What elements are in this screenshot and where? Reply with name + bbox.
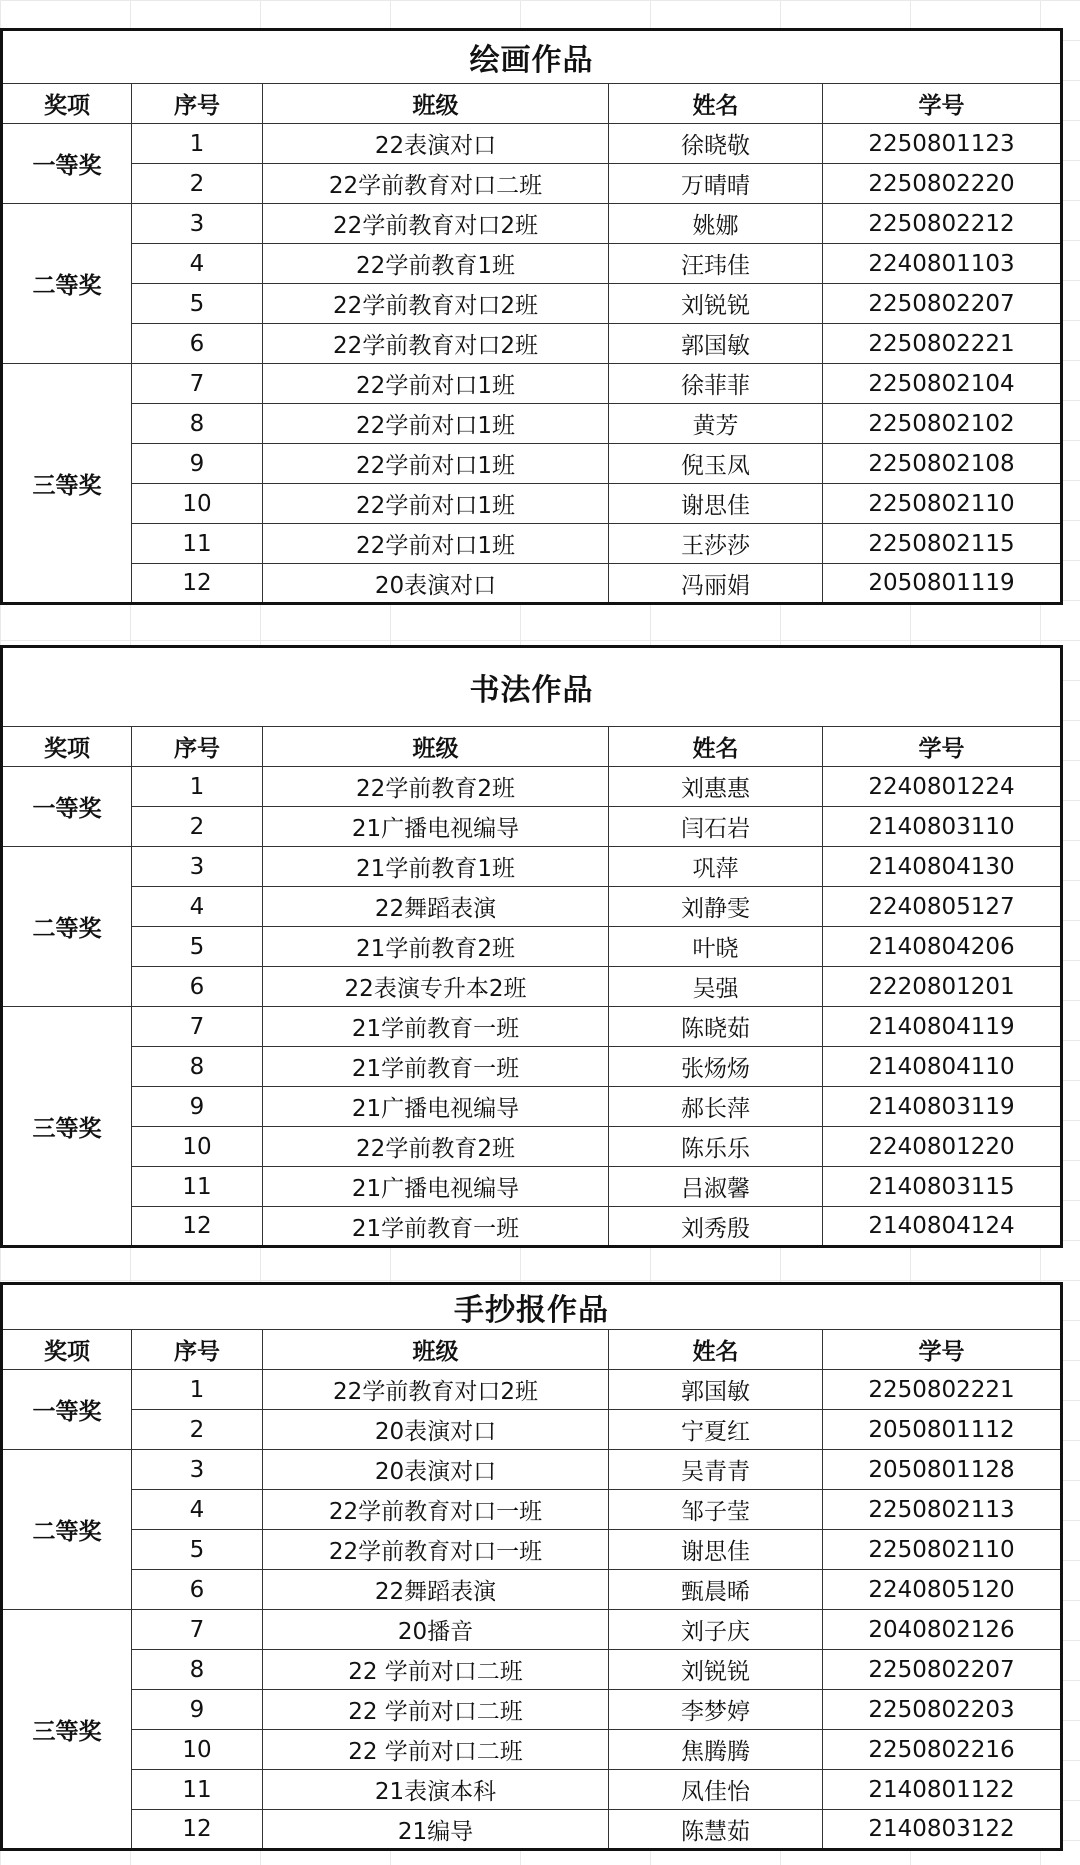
row-id: 2250801123 [823,124,1062,164]
row-no: 3 [132,847,263,887]
award-level-cell: 三等奖 [2,1610,132,1850]
table-row [2,1610,1062,1650]
row-id: 2250802104 [823,364,1062,404]
table-row [2,1370,1062,1410]
row-no: 1 [132,767,263,807]
table-row [2,324,1062,364]
row-id: 2220801201 [823,967,1062,1007]
row-name: 黄芳 [609,404,823,444]
row-no: 9 [132,1690,263,1730]
row-id: 2250802221 [823,324,1062,364]
header-id: 学号 [823,727,1062,767]
award-table-painting [0,28,1063,605]
header-no: 序号 [132,1330,263,1370]
row-class: 22 学前对口二班 [263,1690,609,1730]
row-id: 2240801224 [823,767,1062,807]
table-row [2,1530,1062,1570]
row-class: 22学前教育2班 [263,1127,609,1167]
row-no: 3 [132,1450,263,1490]
award-level-cell: 二等奖 [2,847,132,1007]
row-class: 22舞蹈表演 [263,887,609,927]
row-id: 2250802207 [823,1650,1062,1690]
table-row [2,847,1062,887]
header-id: 学号 [823,1330,1062,1370]
row-class: 21学前教育一班 [263,1207,609,1247]
row-no: 8 [132,404,263,444]
row-class: 22学前对口1班 [263,524,609,564]
row-id: 2140803110 [823,807,1062,847]
row-class: 22学前教育对口2班 [263,1370,609,1410]
table-row [2,1570,1062,1610]
table-row [2,564,1062,604]
row-id: 2240801103 [823,244,1062,284]
header-no: 序号 [132,84,263,124]
row-name: 张炀炀 [609,1047,823,1087]
row-id: 2050801112 [823,1410,1062,1450]
row-class: 21学前教育2班 [263,927,609,967]
row-name: 姚娜 [609,204,823,244]
row-name: 刘惠惠 [609,767,823,807]
header-award: 奖项 [2,1330,132,1370]
row-no: 11 [132,1167,263,1207]
row-class: 22学前教育2班 [263,767,609,807]
row-class: 22学前教育对口一班 [263,1530,609,1570]
table-row [2,364,1062,404]
row-class: 20表演对口 [263,564,609,604]
row-name: 刘锐锐 [609,1650,823,1690]
row-name: 谢思佳 [609,484,823,524]
table-title: 绘画作品 [2,30,1062,84]
row-no: 11 [132,1770,263,1810]
header-name: 姓名 [609,84,823,124]
row-class: 22学前教育对口一班 [263,1490,609,1530]
table-row [2,1450,1062,1490]
row-no: 12 [132,1207,263,1247]
row-name: 陈晓茹 [609,1007,823,1047]
row-id: 2250802110 [823,484,1062,524]
row-id: 2140803119 [823,1087,1062,1127]
row-id: 2250802216 [823,1730,1062,1770]
table-row [2,1007,1062,1047]
row-id: 2140801122 [823,1770,1062,1810]
row-id: 2250802203 [823,1690,1062,1730]
award-level-cell: 一等奖 [2,767,132,847]
row-name: 刘子庆 [609,1610,823,1650]
row-id: 2050801119 [823,564,1062,604]
header-no: 序号 [132,727,263,767]
row-class: 21广播电视编导 [263,1167,609,1207]
row-class: 20表演对口 [263,1450,609,1490]
row-name: 刘锐锐 [609,284,823,324]
row-name: 王莎莎 [609,524,823,564]
row-id: 2140804130 [823,847,1062,887]
table-row [2,927,1062,967]
row-class: 22学前对口1班 [263,364,609,404]
row-no: 1 [132,1370,263,1410]
table-row [2,484,1062,524]
table-row [2,1770,1062,1810]
row-no: 10 [132,1127,263,1167]
row-name: 闫石岩 [609,807,823,847]
row-name: 郝长萍 [609,1087,823,1127]
table-title: 书法作品 [2,647,1062,727]
table-row [2,1810,1062,1850]
row-class: 22 学前对口二班 [263,1650,609,1690]
row-class: 22学前教育1班 [263,244,609,284]
row-class: 20表演对口 [263,1410,609,1450]
award-level-cell: 二等奖 [2,204,132,364]
table-row [2,1127,1062,1167]
row-id: 2240801220 [823,1127,1062,1167]
row-id: 2240805120 [823,1570,1062,1610]
row-no: 8 [132,1650,263,1690]
row-no: 5 [132,284,263,324]
row-class: 21学前教育1班 [263,847,609,887]
row-name: 邹子莹 [609,1490,823,1530]
row-class: 21编导 [263,1810,609,1850]
header-class: 班级 [263,727,609,767]
table-row [2,164,1062,204]
row-name: 焦腾腾 [609,1730,823,1770]
row-class: 20播音 [263,1610,609,1650]
header-award: 奖项 [2,84,132,124]
award-table-calligraphy [0,645,1063,1248]
table-row [2,1410,1062,1450]
row-id: 2250802207 [823,284,1062,324]
row-name: 倪玉凤 [609,444,823,484]
row-class: 22学前教育对口2班 [263,204,609,244]
row-id: 2140803115 [823,1167,1062,1207]
table-row [2,204,1062,244]
award-level-cell: 三等奖 [2,364,132,604]
header-id: 学号 [823,84,1062,124]
award-level-cell: 二等奖 [2,1450,132,1610]
row-no: 4 [132,887,263,927]
row-id: 2250802221 [823,1370,1062,1410]
row-no: 10 [132,1730,263,1770]
table-row [2,807,1062,847]
table-row [2,767,1062,807]
table-row [2,1730,1062,1770]
row-name: 徐晓敬 [609,124,823,164]
row-no: 4 [132,244,263,284]
row-class: 21广播电视编导 [263,1087,609,1127]
table-row [2,524,1062,564]
row-name: 李梦婷 [609,1690,823,1730]
table-title: 手抄报作品 [2,1284,1062,1330]
award-level-cell: 一等奖 [2,1370,132,1450]
row-class: 22学前教育对口二班 [263,164,609,204]
header-award: 奖项 [2,727,132,767]
row-name: 凤佳怡 [609,1770,823,1810]
row-class: 22学前对口1班 [263,444,609,484]
row-name: 徐菲菲 [609,364,823,404]
row-name: 汪玮佳 [609,244,823,284]
row-no: 9 [132,1087,263,1127]
row-no: 7 [132,364,263,404]
header-class: 班级 [263,1330,609,1370]
row-id: 2250802108 [823,444,1062,484]
row-name: 甄晨晞 [609,1570,823,1610]
row-no: 2 [132,807,263,847]
award-table-handwritten-newspaper [0,1282,1063,1851]
row-id: 2250802212 [823,204,1062,244]
row-id: 2140803122 [823,1810,1062,1850]
row-id: 2040802126 [823,1610,1062,1650]
header-class: 班级 [263,84,609,124]
row-name: 郭国敏 [609,324,823,364]
row-no: 5 [132,1530,263,1570]
row-name: 郭国敏 [609,1370,823,1410]
row-id: 2140804110 [823,1047,1062,1087]
row-class: 22 学前对口二班 [263,1730,609,1770]
row-id: 2250802220 [823,164,1062,204]
table-row [2,1650,1062,1690]
row-class: 22表演对口 [263,124,609,164]
table-row [2,124,1062,164]
table-row [2,1207,1062,1247]
row-name: 吕淑馨 [609,1167,823,1207]
row-class: 22学前对口1班 [263,404,609,444]
row-class: 21学前教育一班 [263,1007,609,1047]
row-name: 万晴晴 [609,164,823,204]
row-name: 吴强 [609,967,823,1007]
row-no: 2 [132,1410,263,1450]
row-name: 谢思佳 [609,1530,823,1570]
table-row [2,1167,1062,1207]
row-class: 22学前教育对口2班 [263,324,609,364]
row-name: 巩萍 [609,847,823,887]
award-level-cell: 一等奖 [2,124,132,204]
row-name: 陈慧茹 [609,1810,823,1850]
row-name: 吴青青 [609,1450,823,1490]
row-class: 22学前教育对口2班 [263,284,609,324]
row-id: 2250802113 [823,1490,1062,1530]
row-no: 3 [132,204,263,244]
row-class: 22表演专升本2班 [263,967,609,1007]
row-no: 1 [132,124,263,164]
row-no: 5 [132,927,263,967]
row-id: 2140804124 [823,1207,1062,1247]
row-no: 8 [132,1047,263,1087]
row-id: 2250802115 [823,524,1062,564]
row-class: 21学前教育一班 [263,1047,609,1087]
row-no: 6 [132,324,263,364]
row-id: 2140804119 [823,1007,1062,1047]
table-row [2,1047,1062,1087]
award-level-cell: 三等奖 [2,1007,132,1247]
row-id: 2240805127 [823,887,1062,927]
row-no: 6 [132,1570,263,1610]
table-row [2,887,1062,927]
table-row [2,1490,1062,1530]
row-no: 9 [132,444,263,484]
row-id: 2050801128 [823,1450,1062,1490]
row-no: 7 [132,1610,263,1650]
row-name: 刘秀殷 [609,1207,823,1247]
row-no: 12 [132,564,263,604]
row-class: 21广播电视编导 [263,807,609,847]
row-no: 7 [132,1007,263,1047]
row-name: 刘静雯 [609,887,823,927]
table-row [2,404,1062,444]
row-no: 2 [132,164,263,204]
row-id: 2250802110 [823,1530,1062,1570]
row-name: 宁夏红 [609,1410,823,1450]
table-row [2,244,1062,284]
table-row [2,1690,1062,1730]
row-class: 21表演本科 [263,1770,609,1810]
row-no: 12 [132,1810,263,1850]
row-no: 4 [132,1490,263,1530]
header-name: 姓名 [609,727,823,767]
table-row [2,444,1062,484]
row-class: 22舞蹈表演 [263,1570,609,1610]
table-row [2,967,1062,1007]
header-name: 姓名 [609,1330,823,1370]
table-row [2,1087,1062,1127]
table-row [2,284,1062,324]
row-no: 11 [132,524,263,564]
row-name: 冯丽娟 [609,564,823,604]
row-no: 10 [132,484,263,524]
row-class: 22学前对口1班 [263,484,609,524]
row-id: 2250802102 [823,404,1062,444]
row-name: 叶晓 [609,927,823,967]
row-name: 陈乐乐 [609,1127,823,1167]
row-id: 2140804206 [823,927,1062,967]
row-no: 6 [132,967,263,1007]
